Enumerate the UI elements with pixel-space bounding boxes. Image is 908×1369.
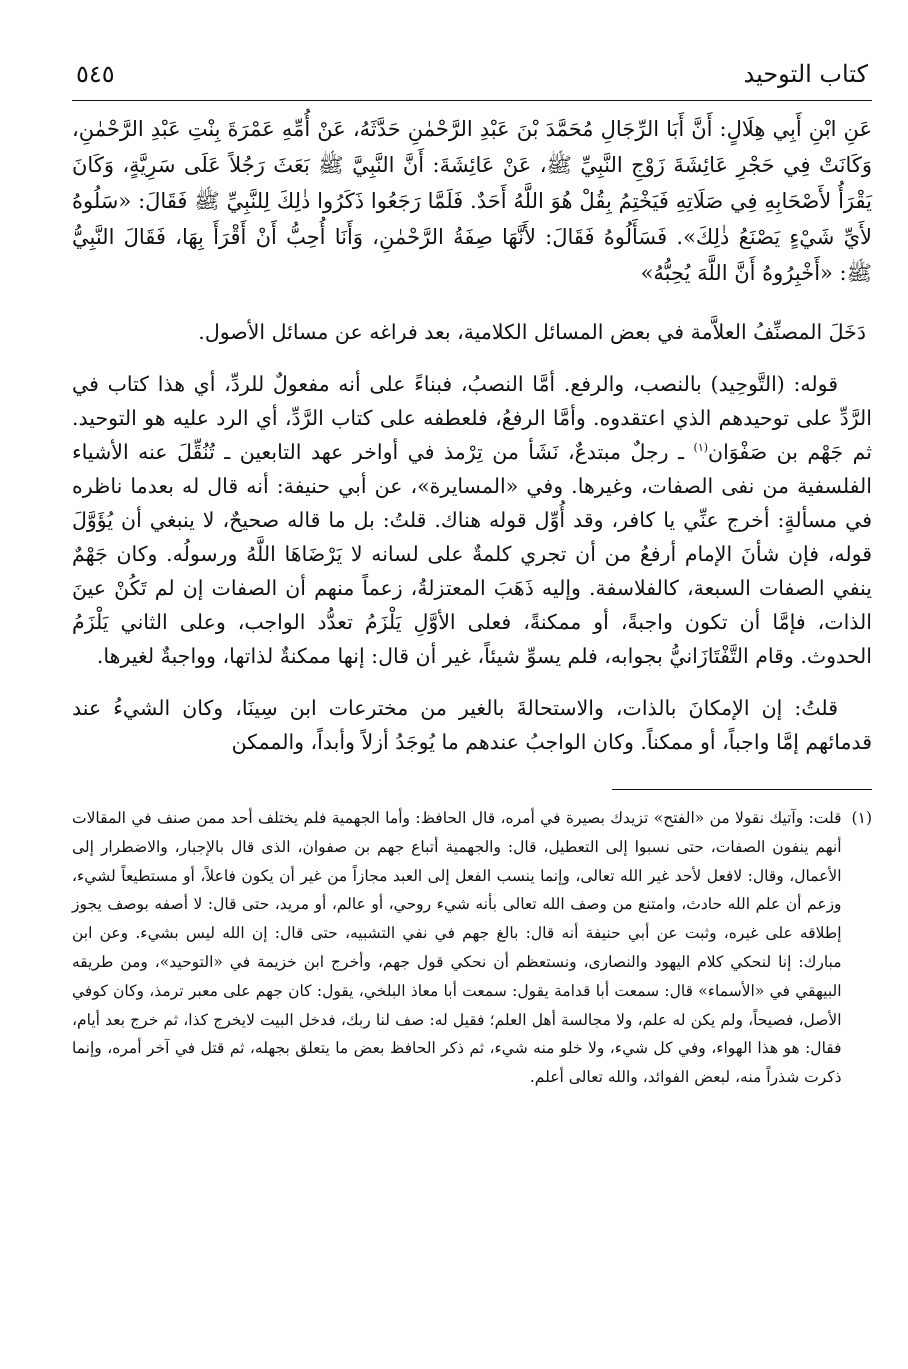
page-header xyxy=(72,58,872,101)
page-number: ٥٤٥ xyxy=(76,60,115,88)
running-title: كتاب التوحيد xyxy=(743,60,868,88)
commentary-main-part-1: قوله: (التَّوحِيد) بالنصب، والرفع. أمَّا النصبُ، فبناءً على أنه مفعولٌ للردِّ، أي هذا كتاب في الرَّدِّ على توحيدهم الذي اعتقدوه. وأمَّا الرفعُ، فلعطفه على كتاب الرَّدِّ، أي الرد عليه هو التوحيد. ثم جَهْم بن صَفْوَان xyxy=(72,372,873,464)
footnote-reference: (١) xyxy=(693,441,709,455)
commentary-intro: دَخَلَ المصنِّفُ العلاَّمة في بعض المسائل الكلامية، بعد فراغه عن مسائل الأصول. xyxy=(198,320,866,344)
footnote-number: (١) xyxy=(851,809,872,827)
footnote-separator xyxy=(612,789,872,790)
commentary-last: قلتُ: إن الإمكانَ بالذات، والاستحالةَ بالغير من مخترعات ابن سِينَا، وكان الشيءُ عند قدمائهم إمَّا واجباً، أو ممكناً. وكان الواجبُ عندهم ما يُوجَدُ أزلاً وأبداً، والممكن xyxy=(72,696,872,754)
commentary-main xyxy=(72,367,872,673)
page xyxy=(72,58,872,1092)
footnote xyxy=(72,804,872,1092)
hadith-text: عَنِ ابْنِ أَبِي هِلَالٍ: أَنَّ أَبَا الرِّجَالِ مُحَمَّدَ بْنَ عَبْدِ الرَّحْمٰنِ حَدَّثَهُ، عَنْ أُمِّهِ عَمْرَةَ بِنْتِ عَبْدِ الرَّحْمٰنِ، وَكَانَتْ فِي حَجْرِ عَائِشَةَ زَوْجِ النَّبِيِّ ﷺ، عَنْ عَائِشَةَ: أَنَّ النَّبِيَّ ﷺ بَعَثَ رَجُلاً عَلَى سَرِيَّةٍ، وَكَانَ يَقْرَأُ لأَصْحَابِهِ فِي صَلَاتِهِ فَيَخْتِمُ بِقُلْ هُوَ اللَّهُ أَحَدٌ. فَلَمَّا رَجَعُوا ذَكَرُوا ذٰلِكَ لِلنَّبِيِّ ﷺ فَقَالَ: «سَلُوهُ لأَيِّ شَيْءٍ يَصْنَعُ ذٰلِكَ». فَسَأَلُوهُ فَقَالَ: لأَنَّهَا صِفَةُ الرَّحْمٰنِ، وَأَنَا أُحِبُّ أَنْ أَقْرَأَ بِهَا، فَقَالَ النَّبِيُّ ﷺ: «أَخْبِرُوهُ أَنَّ اللَّهَ يُحِبُّهُ» xyxy=(72,117,872,285)
footnote-text: قلت: وآتيك نقولا من «الفتح» تزيدك بصيرة في أمره، قال الحافظ: وأما الجهمية فلم يختلف أحد ممن صنف في المقالات أنهم ينفون الصفات، حتى نسبوا إلى التعطيل، قال: والجهمية أتباع جهم بن صفوان، الذى قال بالإجبار، والاضطرار إلى الأعمال، وقال: لافعل لأحد غير الله تعالى، وإنما ينسب الفعل إلى العبد مجازاً من غير أن يكون فاعلاً، أو مستطيعاً لشيء، وزعم أن علم الله حادث، وامتنع من وصف الله تعالى بأنه شيء روحي، أو عالم، أو مريد، حتى قال: لا أصفه بوصف يجوز إطلاقه على غيره، وثبت عن أبي حنيفة أنه قال: بالغ جهم في نفي التشبيه، حتى قال: إن الله ليس بشيء. وعن ابن مبارك: إنا لنحكي كلام اليهود والنصارى، ونستعظم أن نحكي قول جهم، وأخرج ابن خزيمة في «التوحيد»، ومن طريقه البيهقي في «الأسماء» قال: سمعت أبا قدامة يقول: سمعت أبا معاذ البلخي، يقول: كان جهم على معبر ترمذ، وكان كوفي الأصل، فصيحاً، ولم يكن له علم، ولا مجالسة أهل العلم؛ فقيل له: صف لنا ربك، فدخل البيت لايخرج كذا، ثم خرج بعد أيام، فقال: هو هذا الهواء، وفي كل شيء، ولا خلو منه شيء، ثم ذكر الحافظ بعض ما يتعلق بجهله، ثم قتل في آخر أمره، وإنما ذكرت شذراً منه، لبعض الفوائد، والله تعالى أعلم. xyxy=(72,809,842,1087)
commentary-main-part-2: ـ رجلٌ مبتدعٌ، نَشَأ من تِرْمذ في أواخر عهد التابعين ـ تُنُقِّلَ عنه الأشياء الفلسفية من نفى الصفات، وغيرها. وفي «المسايرة»، عن أبي حنيفة: أنه قال له بعدما ناظره في مسألةٍ: أخرج عنِّي يا كافر، وقد أُوِّل قوله هناك. قلتُ: بل ما قاله صحيحٌ، لا ينبغي أن يُؤَوَّلَ قوله، فإن شأنَ الإمام أرفعُ من أن تجري كلمةٌ على لسانه لا يَرْضَاهَا اللَّهُ ورسولُه. وكان جَهْمٌ ينفي الصفات السبعة، كالفلاسفة. وإليه ذَهَبَ المعتزلةُ، زعماً منهم أن الصفات إن لم تَكُنْ عينَ الذات، فإمَّا أن تكون واجبةً، أو ممكنةً، فعلى الأوَّلِ يَلْزَمُ تعدُّد الواجب، وعلى الثاني يَلْزَمُ الحدوث. وقام التَّفْتَازَانيُّ بجوابه، فلم يسوِّ شيئاً، غير أن قال: إنها ممكنةٌ لذاتها، وواجبةٌ لغيرها. xyxy=(72,440,872,668)
